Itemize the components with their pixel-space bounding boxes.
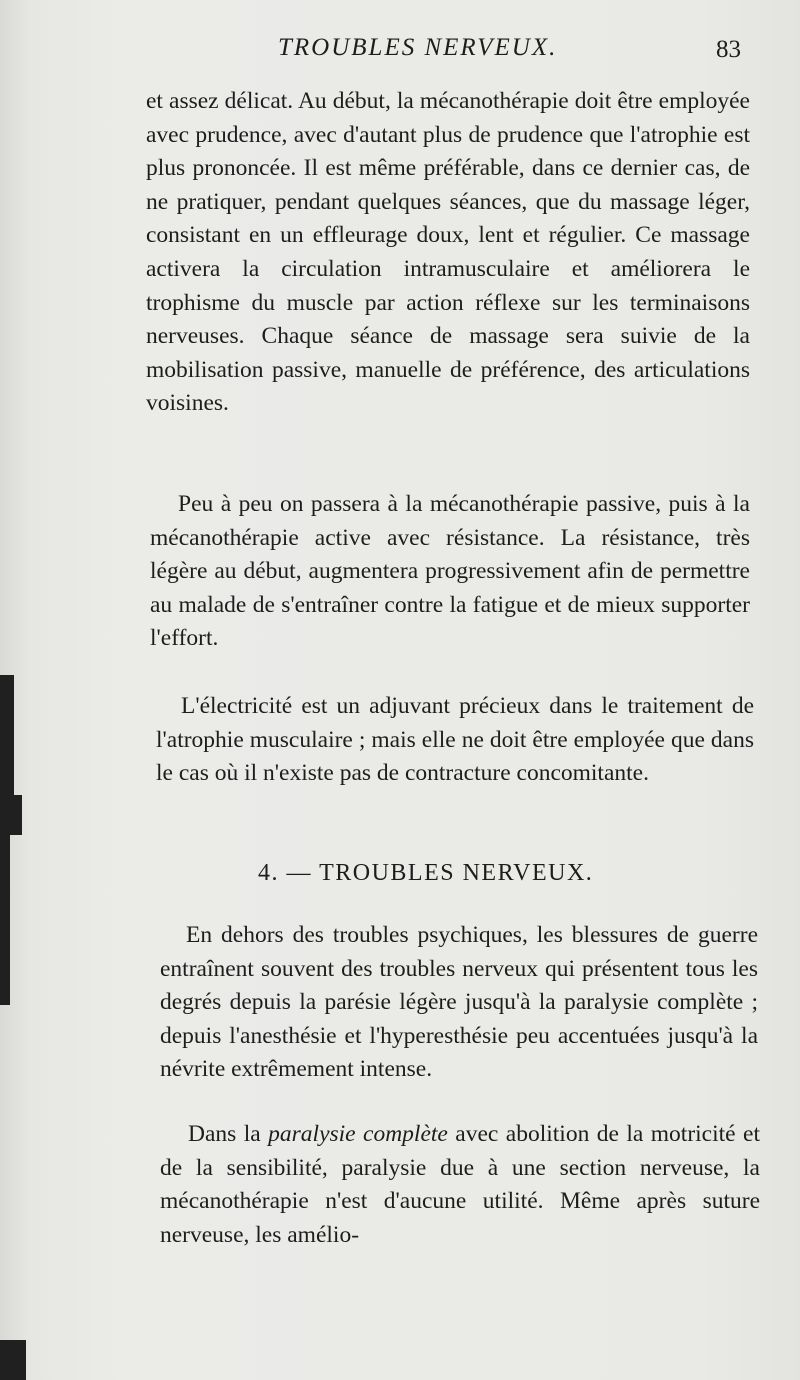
paragraph: et assez délicat. Au début, la mécanothérapie doit être employée avec prudence, avec d'autant plus de prudence que l'atrophie est plus prononcée. Il est même préférable, dans ce dernier cas, de ne pratiquer, pendant quelques séances, que du massage léger, consistant en un effleurage doux, lent et régulier. Ce massage activera la circulation intramusculaire et améliorera le trophisme du muscle par action réflexe sur les terminaisons nerveuses. Chaque séance de massage sera suivie de la mobilisation passive, manuelle de préférence, des articulations voisines.	[146, 88, 750, 417]
paragraph-text: Dans la	[188, 1121, 269, 1147]
page-edge-shadow	[0, 675, 14, 795]
italic-term: paralysie complète	[268, 1121, 448, 1147]
page-number: 83	[716, 36, 741, 63]
paragraph: En dehors des troubles psychiques, les blessures de guerre entraînent souvent des troubles nerveux qui présentent tous les degrés depuis la parésie légère jusqu'à la paralysie complète ; depuis l'anesthésie et l'hyperesthésie peu accentuées jusqu'à la névrite extrêmement intense.	[160, 922, 758, 1083]
page-edge-shadow	[0, 835, 10, 1005]
page-edge-shadow	[0, 1340, 26, 1380]
page-edge-shadow	[0, 795, 22, 835]
paragraph-text: avec abolition de la motricité et de la sensibilité, paralysie due à une section nerveuse, la mécanothérapie n'est d'aucune utilité. Même après suture nerveuse, les amélio-	[160, 1121, 760, 1248]
running-header	[0, 30, 800, 70]
running-title: TROUBLES NERVEUX.	[278, 34, 558, 61]
paragraph: Peu à peu on passera à la mécanothérapie passive, puis à la mécanothérapie active avec résistance. La résistance, très légère au début, augmentera progressivement afin de permettre au malade de s'entraîner contre la fatigue et de mieux supporter l'effort.	[150, 491, 750, 652]
paragraph: L'électricité est un adjuvant précieux dans le traitement de l'atrophie musculaire ; mais elle ne doit être employée que dans le cas où il n'existe pas de contracture concomitante.	[156, 693, 754, 787]
paragraph	[160, 1118, 760, 1252]
section-heading: 4. — TROUBLES NERVEUX.	[258, 860, 594, 886]
